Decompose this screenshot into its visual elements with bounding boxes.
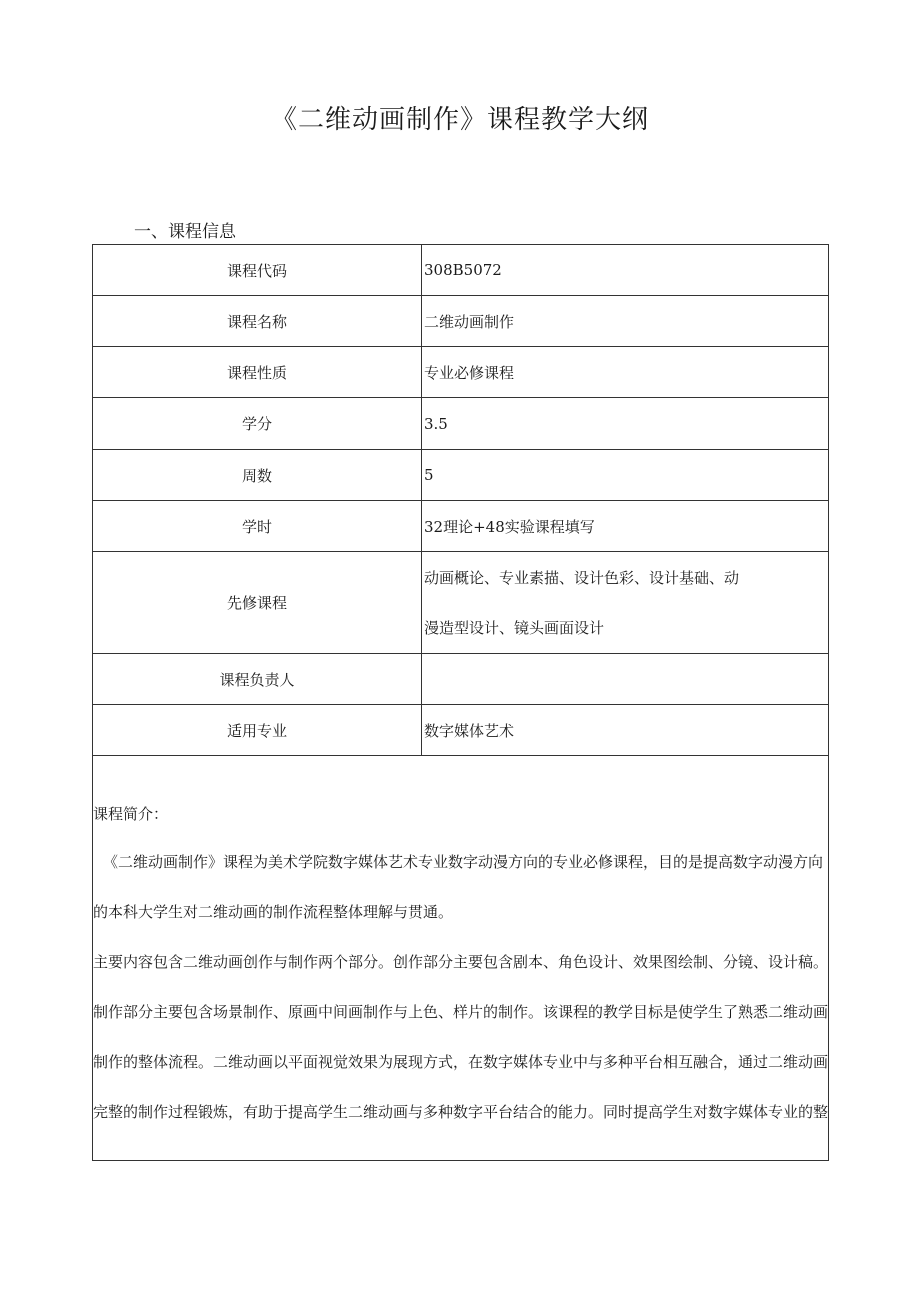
row-value: 308B5072 — [422, 245, 829, 296]
course-info-table — [92, 244, 829, 1161]
course-intro-paragraph-1: 《二维动画制作》课程为美术学院数字媒体艺术专业数字动漫方向的专业必修课程，目的是提高数字动漫方向的本科大学生对二维动画的制作流程整体理解与贯通。 — [93, 853, 824, 921]
table-row-course-name — [93, 296, 829, 347]
course-intro-label: 课程简介： — [93, 805, 169, 823]
prerequisites-line-1: 动画概论、专业素描、设计色彩、设计基础、动 — [424, 568, 740, 587]
row-label: 学时 — [93, 501, 422, 552]
table-row-hours — [93, 501, 829, 552]
row-value: 32理论+48实验课程填写 — [422, 501, 829, 552]
row-value — [422, 654, 829, 705]
table-row-credits — [93, 398, 829, 450]
row-label: 先修课程 — [93, 552, 422, 654]
table-row-applicable-major — [93, 705, 829, 756]
table-row-course-code — [93, 245, 829, 296]
row-value: 二维动画制作 — [422, 296, 829, 347]
row-value: 数字媒体艺术 — [422, 705, 829, 756]
section-heading-course-info: 一、课程信息 — [134, 222, 236, 242]
course-intro-cell — [93, 756, 829, 1161]
table-row-course-intro — [93, 756, 829, 1161]
table-row-course-leader — [93, 654, 829, 705]
row-value — [422, 552, 829, 654]
page-title: 《二维动画制作》课程教学大纲 — [270, 105, 649, 135]
row-value: 3.5 — [422, 398, 829, 450]
row-value: 专业必修课程 — [422, 347, 829, 398]
prerequisites-line-2: 漫造型设计、镜头画面设计 — [424, 618, 605, 637]
row-label: 周数 — [93, 450, 422, 501]
row-label: 学分 — [93, 398, 422, 450]
row-label: 课程性质 — [93, 347, 422, 398]
table-row-course-nature — [93, 347, 829, 398]
row-label: 课程名称 — [93, 296, 422, 347]
row-label: 课程代码 — [93, 245, 422, 296]
table-row-weeks — [93, 450, 829, 501]
row-label: 适用专业 — [93, 705, 422, 756]
table-row-prerequisites — [93, 552, 829, 654]
row-value: 5 — [422, 450, 829, 501]
row-label: 课程负责人 — [93, 654, 422, 705]
course-intro-paragraph-2: 主要内容包含二维动画创作与制作两个部分。创作部分主要包含剧本、角色设计、效果图绘制、分镜、设计稿。制作部分主要包含场景制作、原画中间画制作与上色、样片的制作。该课程的教学目标是使学生了熟悉二维动画制作的整体流程。二维动画以平面视觉效果为展现方式，在数字媒体专业中与多种平台相互融合，通过二维动画完整的制作过程锻炼，有助于提高学生二维动画与多种数字平台结合的能力。同时提高学生对数字媒体专业的整 — [93, 953, 829, 1121]
